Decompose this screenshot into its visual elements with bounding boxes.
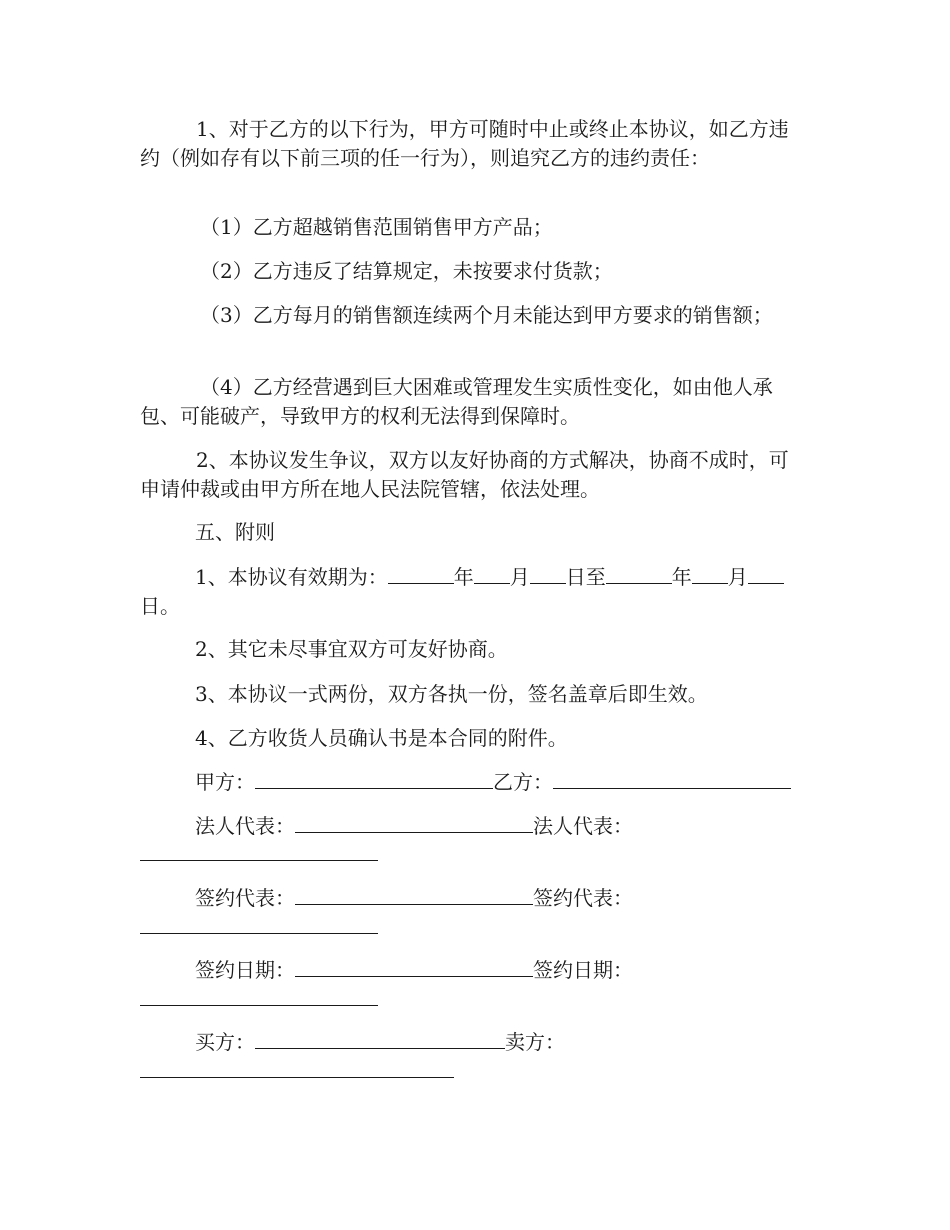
sign-rep-a-label: 签约代表： [195, 886, 295, 910]
party-row [195, 768, 791, 797]
year-label: 年 [453, 565, 474, 589]
clause-1-sub-1: （1）乙方超越销售范围销售甲方产品； [200, 215, 553, 239]
sign-rep-row [195, 884, 633, 913]
buyer-seller-row [195, 1028, 565, 1057]
month-label-2: 月 [727, 565, 748, 589]
party-a-label: 甲方： [195, 770, 255, 794]
seller-label: 卖方： [505, 1030, 565, 1054]
year-end-blank[interactable] [606, 563, 672, 584]
appendix-heading: 五、附则 [195, 520, 275, 544]
day-end-blank[interactable] [748, 563, 784, 584]
sign-date-row [195, 956, 633, 985]
clause-1-sub-4: （4）乙方经营遇到巨大困难或管理发生实质性变化，如由他人承包、可能破产，导致甲方的权利无法得到保障时。 [140, 375, 773, 428]
sign-rep-a-field[interactable] [295, 884, 533, 905]
sign-date-b-field[interactable] [140, 1005, 378, 1006]
appendix-item-2: 2、其它未尽事宜双方可友好协商。 [195, 637, 508, 661]
party-a-field[interactable] [255, 768, 493, 789]
month-end-blank[interactable] [692, 563, 728, 584]
month-start-blank[interactable] [474, 563, 510, 584]
clause-2: 2、本协议发生争议，双方以友好协商的方式解决，协商不成时，可申请仲裁或由甲方所在地人民法院管辖，依法处理。 [140, 448, 789, 501]
legal-rep-b-field[interactable] [140, 860, 378, 861]
month-label: 月 [509, 565, 530, 589]
party-b-field[interactable] [553, 768, 791, 789]
day-to-label: 日至 [565, 565, 606, 589]
day-start-blank[interactable] [530, 563, 566, 584]
buyer-field[interactable] [255, 1028, 505, 1049]
seller-field[interactable] [140, 1077, 454, 1078]
year-label-2: 年 [671, 565, 692, 589]
clause-1-sub-2: （2）乙方违反了结算规定，未按要求付货款； [200, 259, 613, 283]
validity-day-end: 日。 [140, 594, 180, 618]
appendix-item-4: 4、乙方收货人员确认书是本合同的附件。 [195, 726, 568, 750]
sign-rep-b-label: 签约代表： [533, 886, 633, 910]
sign-date-b-label: 签约日期： [533, 958, 633, 982]
year-start-blank[interactable] [388, 563, 454, 584]
legal-rep-a-label: 法人代表： [195, 814, 295, 838]
legal-rep-a-field[interactable] [295, 812, 533, 833]
buyer-label: 买方： [195, 1030, 255, 1054]
legal-rep-row [195, 812, 633, 841]
sign-date-a-label: 签约日期： [195, 958, 295, 982]
clause-1-sub-3: （3）乙方每月的销售额连续两个月未能达到甲方要求的销售额； [200, 303, 773, 327]
validity-prefix: 1、本协议有效期为： [195, 565, 388, 589]
legal-rep-b-label: 法人代表： [533, 814, 633, 838]
appendix-item-3: 3、本协议一式两份，双方各执一份，签名盖章后即生效。 [195, 682, 708, 706]
sign-rep-b-field[interactable] [140, 933, 378, 934]
sign-date-a-field[interactable] [295, 956, 533, 977]
party-b-label: 乙方： [493, 770, 553, 794]
clause-1: 1、对于乙方的以下行为，甲方可随时中止或终止本协议，如乙方违约（例如存有以下前三项的任一行为），则追究乙方的违约责任： [140, 117, 789, 170]
validity-line [195, 563, 784, 592]
